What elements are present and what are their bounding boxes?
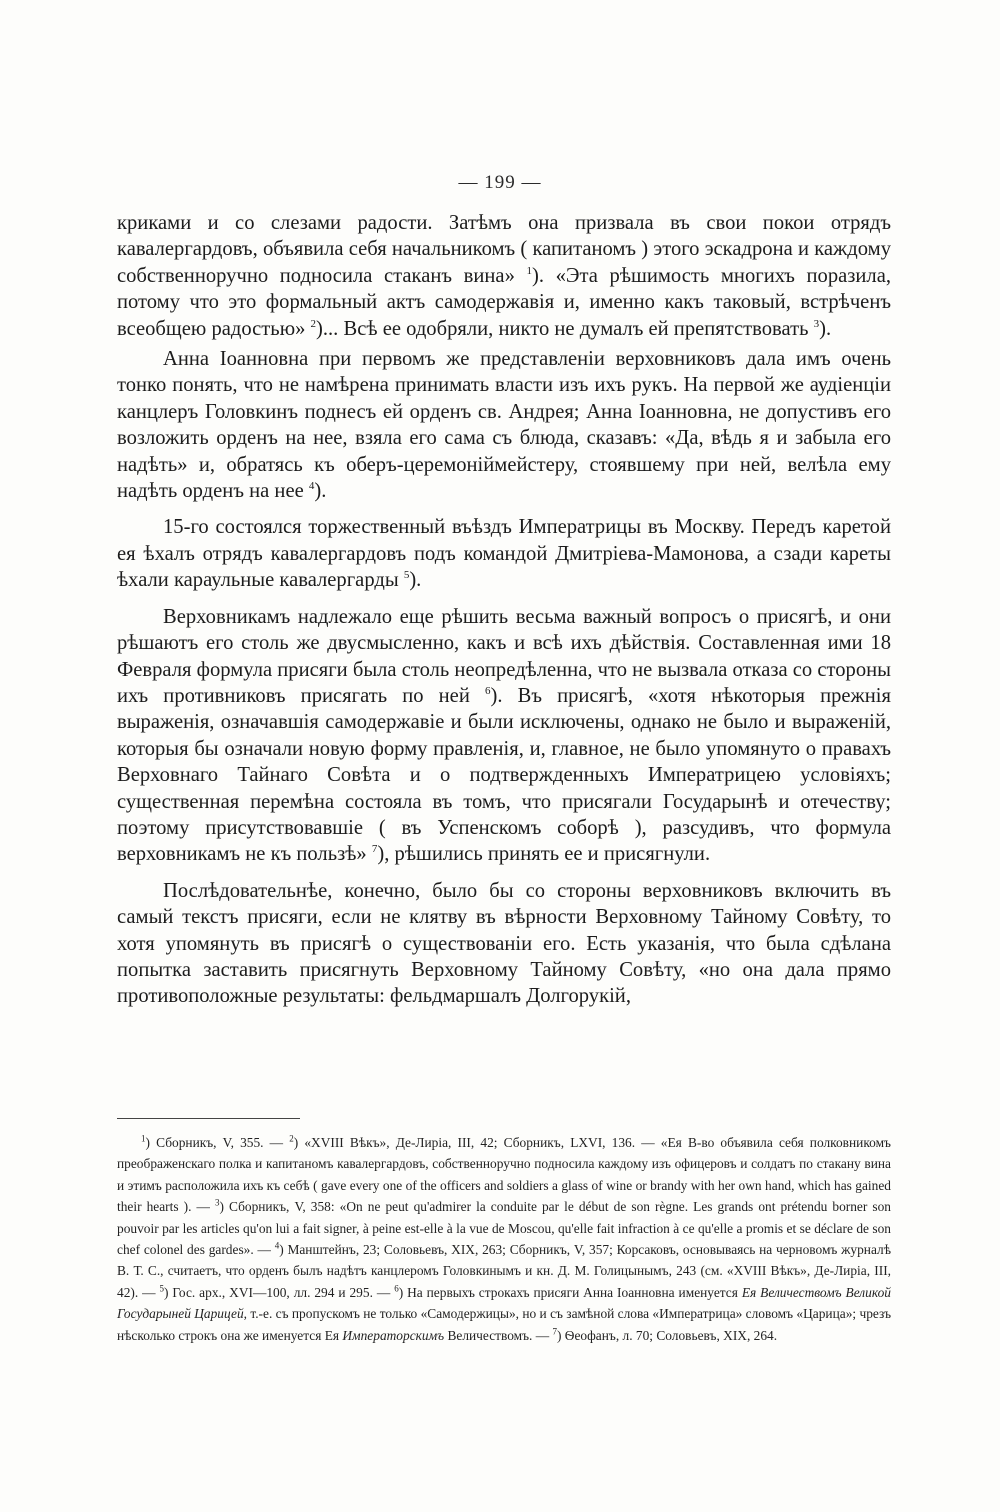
text-run: ). «Эта рѣшимость многихъ поразила, потому что это формальный актъ самодержавія и, именно какъ таковый, встрѣченъ всеобщею радостью» [117, 264, 891, 340]
footnote-reference: 2 [310, 317, 317, 330]
text-run: криками и со слезами радости. Затѣмъ она призвала въ свои покои отрядъ кавалергардовъ, объявила себя начальникомъ ( капитаномъ ) этого эскадрона и каждому собственноручно подносила стаканъ вина» [117, 212, 891, 287]
text-run: Послѣдовательнѣе, конечно, было бы со стороны верховниковъ включить въ самый текстъ присяги, если не клятву въ вѣрности Верховному Тайному Совѣту, то хотя упомянуть въ присягѣ о существованіи его. Есть указанія, что была сдѣлана попытка заставить присягнуть Верховному Тайному Совѣту, «но она дала прямо противоположные результаты: фельдмаршалъ Долгорукій, [117, 879, 891, 1008]
text-run: ) Сборникъ, V, 355. — [145, 1135, 290, 1150]
page-number: — 199 — [458, 172, 542, 193]
footnote-number: 2 [289, 1133, 294, 1144]
footnote-number: 7 [552, 1326, 557, 1337]
italic-text-run: Императорскимъ [342, 1327, 445, 1343]
paragraph [117, 210, 891, 342]
paragraph [117, 604, 891, 868]
text-run: ). [819, 317, 832, 340]
text-run: ), рѣшились принять ее и присягнули. [377, 843, 711, 866]
footnote-block [117, 1132, 891, 1346]
text-run: ) На первыхъ строкахъ присяги Анна Іоанновна именуется [398, 1284, 742, 1300]
text-run: ) Сборникъ, V, 358: «On ne peut qu'admirer la conduite par le début de son règne. Les grands ont prétendu borner son pouvoir par les articles qu'on lui a fait signer, à peine est-elle à la vue de Moscou, qu'elle fait infraction à ce qu'elle a promis et se déclare de son chef colonel des gardes». — [117, 1199, 891, 1258]
footnotes [117, 1132, 891, 1346]
footnote-reference: 5 [403, 569, 410, 582]
paragraph [117, 514, 891, 593]
text-run: Величествомъ. — [444, 1327, 553, 1343]
footnote-reference: 4 [308, 480, 315, 493]
text-run: ) Ѳеофанъ, л. 70; Соловьевъ, XIX, 264. [557, 1327, 778, 1343]
text-run: ) Гос. арх., XVI—100, лл. 294 и 295. — [163, 1284, 395, 1300]
text-run: Верховникамъ надлежало еще рѣшить весьма важный вопросъ о присягѣ, и они рѣшаютъ его столь же двусмысленно, какъ и всѣ ихъ дѣйствія. Составленная ими 18 Февраля формула присяги была столь неопредѣленна, что не вызвала отказа со стороны ихъ противниковъ присягать по ней [117, 605, 891, 707]
italic-text-run: Ея Величествомъ Великой Государыней Царицей [117, 1284, 891, 1322]
text-run: Анна Іоанновна при первомъ же представленіи верховниковъ дала имъ очень тонко понять, что не намѣрена принимать власти изъ ихъ рукъ. На первой же аудіенціи канцлеръ Головкинъ поднесъ ей орденъ св. Андрея; Анна Іоанновна, не допустивъ его возложить орденъ на нее, взяла его сама съ блюда, сказавъ: «Да, вѣдь я и забыла его надѣть» и, обратясь къ оберъ-церемоніймейстеру, стоявшему при ней, велѣла ему надѣть орденъ на нее [117, 348, 891, 503]
text-run: ). [409, 569, 422, 592]
footnote-reference: 7 [371, 843, 378, 856]
footnote-reference: 3 [813, 317, 820, 330]
text-run: , т.-е. съ пропускомъ не только «Самодержицы», но и съ замѣной слова «Императрица» словомъ «Царица»; чрезъ нѣсколько строкъ она же именуется Ея [117, 1306, 891, 1343]
footnote-number: 3 [214, 1197, 220, 1208]
text-run: ). [314, 480, 327, 503]
text-run: ) «XVIII Вѣкъ», Де-Лиріа, III, 42; Сборникъ, LXVI, 136. — «Ея В-во объявила себя полковникомъ преображенскаго полка и капитаномъ кавалергардовъ, собственноручно подносила каждому изъ офицеровъ и солдатъ по стакану вина и этимъ расположила ихъ къ себѣ ( gave every one of the officers and soldiers a glass of wine or brandy with her own hand, which has gained their hearts ). — [117, 1135, 891, 1215]
footnote-number: 1 [141, 1133, 146, 1144]
text-run: 15-го состоялся торжественный въѣздъ Императрицы въ Москву. Передъ каретой ея ѣхалъ отрядъ кавалергардовъ подъ командой Дмитріева-Мамонова, а сзади кареты ѣхали караульные кавалергарды [117, 516, 891, 592]
footnote-reference: 6 [484, 685, 491, 698]
text-run: ) Манштейнъ, 23; Соловьевъ, XIX, 263; Сборникъ, V, 357; Корсаковъ, основываясь на черновомъ журналѣ В. Т. С., считаетъ, что орденъ былъ надѣтъ канцлеромъ Головкинымъ и кн. Д. М. Голицынымъ, 243 (см. «XVIII Вѣкъ», Де-Лиріа, III, 42). — [117, 1242, 891, 1300]
footnote-reference: 1 [526, 264, 532, 277]
paragraph [117, 878, 891, 1010]
text-run: )... Всѣ ее одобряли, никто не думалъ ей препятствовать [316, 317, 814, 340]
footnote-number: 5 [159, 1283, 164, 1294]
footnote-number: 4 [274, 1240, 280, 1251]
footnote-number: 6 [394, 1283, 399, 1294]
paragraph [117, 346, 891, 504]
footnote-divider [117, 1118, 300, 1119]
text-run: ). Въ присягѣ, «хотя нѣкоторыя прежнія выраженія, означавшія самодержавіе и были исключены, однако не было и выраженій, которыя бы означали новую форму правленія, и, главное, не было упомянуто о правахъ Верховнаго Тайнаго Совѣта и о подтвержденныхъ Императрицею условіяхъ; существенная перемѣна состояла въ томъ, что присягали Государынѣ и отечеству; поэтому присутствовавшіе ( въ Успенскомъ соборѣ ), разсудивъ, что формула верховникамъ не къ пользѣ» [117, 684, 891, 866]
main-text [117, 210, 891, 1010]
